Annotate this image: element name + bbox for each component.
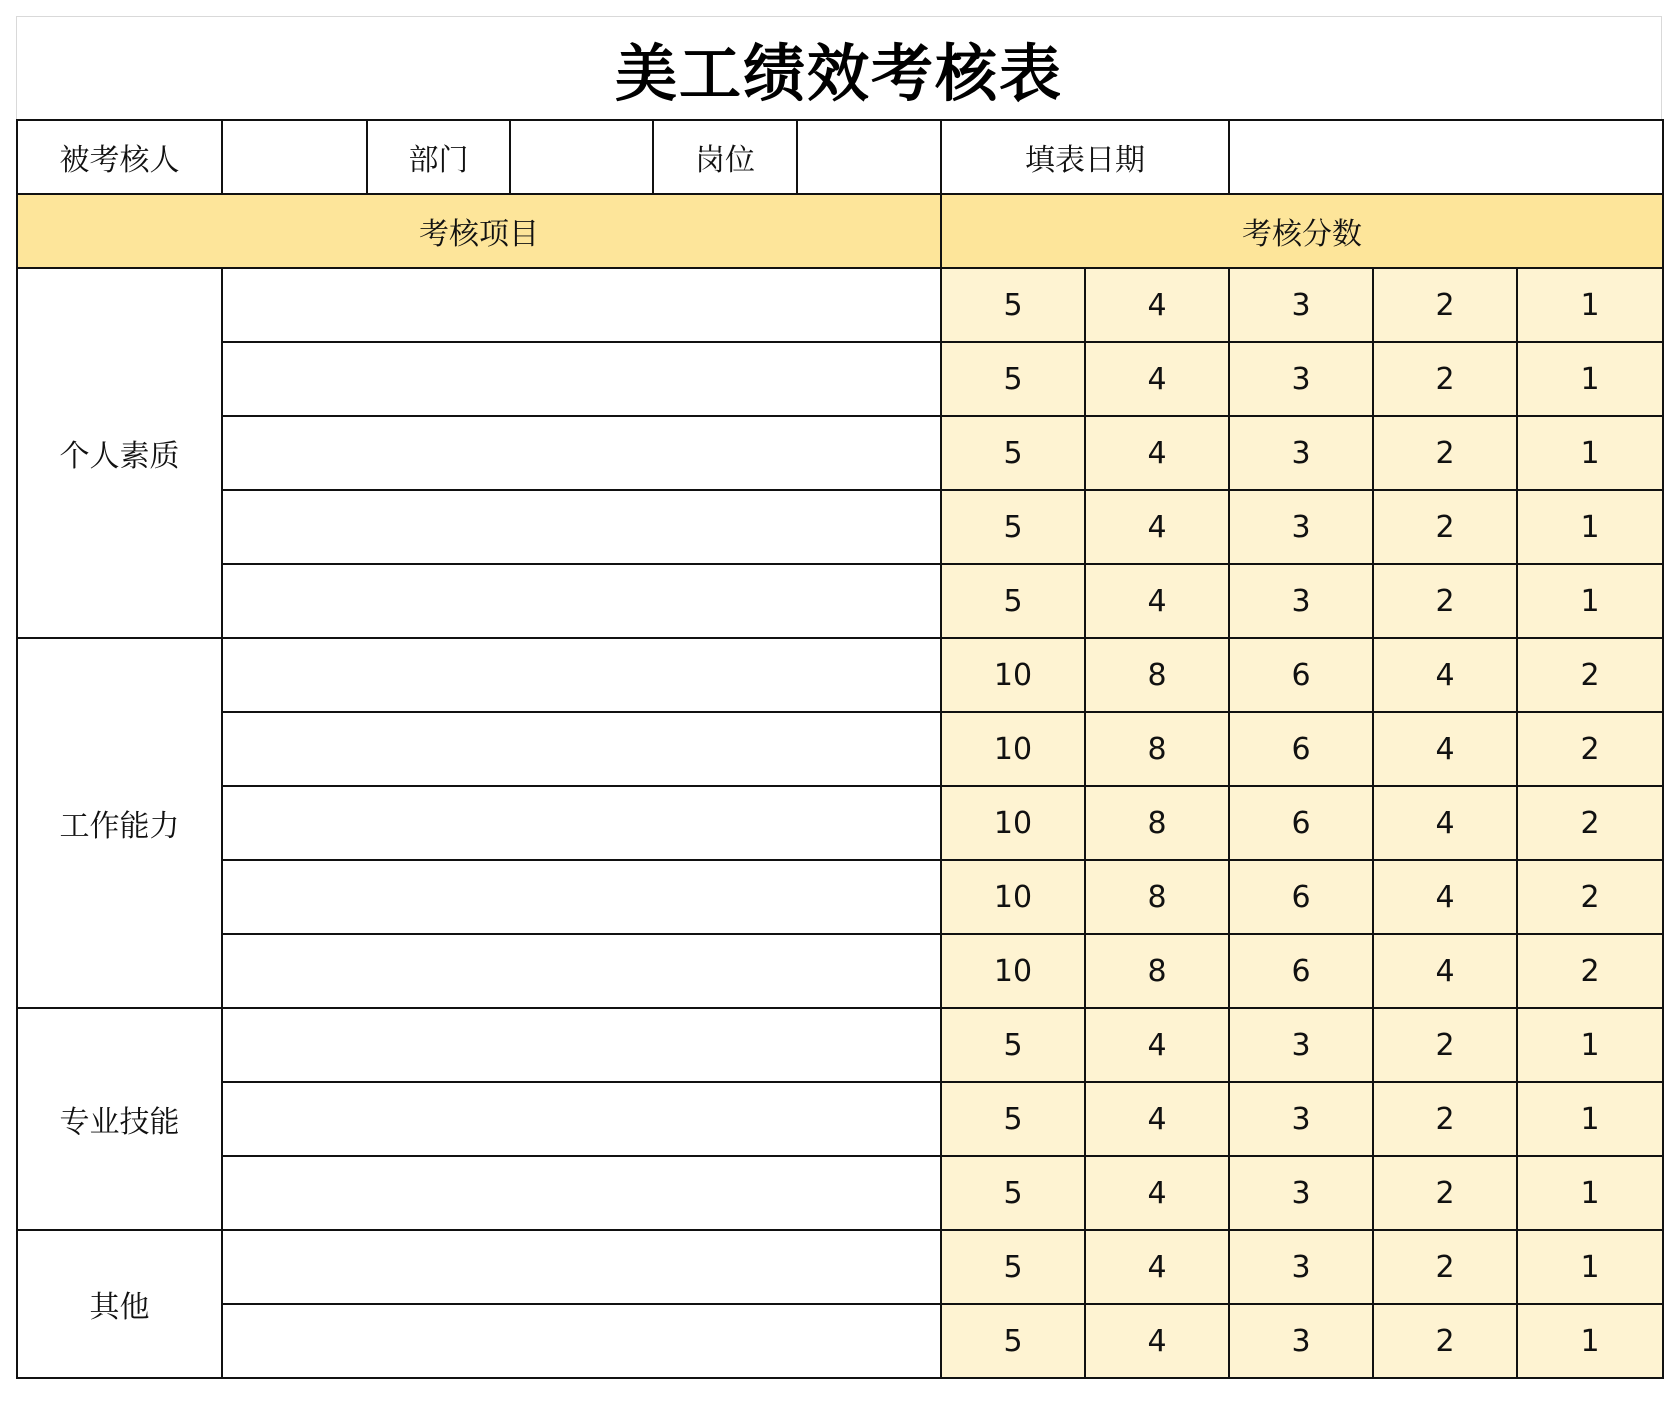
score-cell[interactable]: 2: [1373, 490, 1517, 564]
score-cell[interactable]: 4: [1085, 268, 1229, 342]
score-cell[interactable]: 5: [941, 1230, 1085, 1304]
score-cell[interactable]: 6: [1229, 638, 1373, 712]
score-cell[interactable]: 6: [1229, 860, 1373, 934]
position-label: 岗位: [653, 120, 797, 194]
score-cell[interactable]: 4: [1373, 934, 1517, 1008]
item-input-cell[interactable]: [222, 712, 941, 786]
table-body: [17, 120, 1663, 1378]
table-row: [17, 1082, 1663, 1156]
score-cell[interactable]: 4: [1085, 416, 1229, 490]
score-cell[interactable]: 4: [1085, 1008, 1229, 1082]
table-row: [17, 934, 1663, 1008]
items-header: 考核项目: [17, 194, 941, 268]
score-cell[interactable]: 5: [941, 1304, 1085, 1378]
score-cell[interactable]: 4: [1373, 638, 1517, 712]
score-cell[interactable]: 3: [1229, 564, 1373, 638]
score-cell[interactable]: 8: [1085, 860, 1229, 934]
score-cell[interactable]: 3: [1229, 416, 1373, 490]
item-input-cell[interactable]: [222, 268, 941, 342]
table-row: [17, 638, 1663, 712]
table-row: [17, 342, 1663, 416]
page-title: 美工绩效考核表: [614, 36, 1063, 110]
category-label: 专业技能: [17, 1008, 222, 1230]
table-row: [17, 1008, 1663, 1082]
item-input-cell[interactable]: [222, 638, 941, 712]
date-label: 填表日期: [941, 120, 1229, 194]
table-row: [17, 1156, 1663, 1230]
item-input-cell[interactable]: [222, 934, 941, 1008]
score-cell[interactable]: 2: [1373, 268, 1517, 342]
score-cell[interactable]: 4: [1085, 490, 1229, 564]
score-cell[interactable]: 3: [1229, 1082, 1373, 1156]
item-input-cell[interactable]: [222, 1304, 941, 1378]
score-cell[interactable]: 2: [1373, 564, 1517, 638]
table-row: [17, 416, 1663, 490]
score-cell[interactable]: 1: [1517, 1156, 1663, 1230]
score-cell[interactable]: 8: [1085, 712, 1229, 786]
department-label: 部门: [367, 120, 510, 194]
score-cell[interactable]: 4: [1373, 712, 1517, 786]
score-cell[interactable]: 4: [1373, 786, 1517, 860]
score-cell[interactable]: 3: [1229, 342, 1373, 416]
table-row: [17, 786, 1663, 860]
table-row: [17, 712, 1663, 786]
score-cell[interactable]: 2: [1373, 342, 1517, 416]
score-cell[interactable]: 5: [941, 342, 1085, 416]
table-row: [17, 564, 1663, 638]
item-input-cell[interactable]: [222, 1008, 941, 1082]
score-cell[interactable]: 1: [1517, 564, 1663, 638]
reviewee-input-cell[interactable]: [222, 120, 367, 194]
score-cell[interactable]: 2: [1517, 712, 1663, 786]
table-row: [17, 1304, 1663, 1378]
category-label: 工作能力: [17, 638, 222, 1008]
score-cell[interactable]: 4: [1085, 564, 1229, 638]
score-cell[interactable]: 2: [1373, 1082, 1517, 1156]
score-cell[interactable]: 4: [1085, 1304, 1229, 1378]
score-cell[interactable]: 8: [1085, 638, 1229, 712]
score-cell[interactable]: 5: [941, 490, 1085, 564]
table-row: [17, 268, 1663, 342]
table-row: [17, 860, 1663, 934]
score-cell[interactable]: 1: [1517, 490, 1663, 564]
item-input-cell[interactable]: [222, 1156, 941, 1230]
score-cell[interactable]: 2: [1373, 1304, 1517, 1378]
score-cell[interactable]: 8: [1085, 786, 1229, 860]
evaluation-sheet: [16, 16, 1662, 1412]
item-input-cell[interactable]: [222, 342, 941, 416]
score-cell[interactable]: 5: [941, 564, 1085, 638]
info-row: [17, 120, 1663, 194]
score-cell[interactable]: 2: [1373, 1156, 1517, 1230]
score-cell[interactable]: 2: [1517, 786, 1663, 860]
reviewee-label: 被考核人: [17, 120, 222, 194]
score-cell[interactable]: 2: [1373, 1008, 1517, 1082]
score-cell[interactable]: 1: [1517, 1230, 1663, 1304]
item-input-cell[interactable]: [222, 786, 941, 860]
score-cell[interactable]: 1: [1517, 342, 1663, 416]
score-cell[interactable]: 4: [1085, 1156, 1229, 1230]
item-input-cell[interactable]: [222, 416, 941, 490]
score-cell[interactable]: 10: [941, 712, 1085, 786]
score-cell[interactable]: 2: [1517, 934, 1663, 1008]
score-cell[interactable]: 2: [1517, 860, 1663, 934]
score-cell[interactable]: 5: [941, 268, 1085, 342]
category-label: 其他: [17, 1230, 222, 1378]
score-cell[interactable]: 2: [1517, 638, 1663, 712]
evaluation-table: [16, 119, 1664, 1379]
score-cell[interactable]: 1: [1517, 1008, 1663, 1082]
score-cell[interactable]: 10: [941, 786, 1085, 860]
score-cell[interactable]: 5: [941, 416, 1085, 490]
score-cell[interactable]: 10: [941, 638, 1085, 712]
table-row: [17, 1230, 1663, 1304]
item-input-cell[interactable]: [222, 1082, 941, 1156]
item-input-cell[interactable]: [222, 564, 941, 638]
score-cell[interactable]: 3: [1229, 1008, 1373, 1082]
score-cell[interactable]: 3: [1229, 1304, 1373, 1378]
score-cell[interactable]: 10: [941, 934, 1085, 1008]
score-cell[interactable]: 5: [941, 1156, 1085, 1230]
score-cell[interactable]: 6: [1229, 786, 1373, 860]
item-input-cell[interactable]: [222, 490, 941, 564]
score-cell[interactable]: 3: [1229, 490, 1373, 564]
score-cell[interactable]: 1: [1517, 416, 1663, 490]
score-cell[interactable]: 4: [1085, 1082, 1229, 1156]
score-cell[interactable]: 1: [1517, 1082, 1663, 1156]
category-label: 个人素质: [17, 268, 222, 638]
position-input-cell[interactable]: [797, 120, 941, 194]
score-cell[interactable]: 5: [941, 1008, 1085, 1082]
score-cell[interactable]: 3: [1229, 1156, 1373, 1230]
score-cell[interactable]: 3: [1229, 1230, 1373, 1304]
score-cell[interactable]: 4: [1085, 342, 1229, 416]
table-row: [17, 490, 1663, 564]
score-header: 考核分数: [941, 194, 1663, 268]
score-cell[interactable]: 2: [1373, 416, 1517, 490]
score-cell[interactable]: 5: [941, 1082, 1085, 1156]
score-cell[interactable]: 3: [1229, 268, 1373, 342]
score-cell[interactable]: 4: [1085, 1230, 1229, 1304]
score-cell[interactable]: 6: [1229, 934, 1373, 1008]
title-cell: [16, 16, 1662, 119]
item-input-cell[interactable]: [222, 1230, 941, 1304]
score-cell[interactable]: 8: [1085, 934, 1229, 1008]
score-cell[interactable]: 1: [1517, 268, 1663, 342]
score-cell[interactable]: 6: [1229, 712, 1373, 786]
department-input-cell[interactable]: [510, 120, 653, 194]
score-cell[interactable]: 10: [941, 860, 1085, 934]
score-cell[interactable]: 1: [1517, 1304, 1663, 1378]
score-cell[interactable]: 4: [1373, 860, 1517, 934]
score-cell[interactable]: 2: [1373, 1230, 1517, 1304]
date-input-cell[interactable]: [1229, 120, 1663, 194]
item-input-cell[interactable]: [222, 860, 941, 934]
header-row: [17, 194, 1663, 268]
